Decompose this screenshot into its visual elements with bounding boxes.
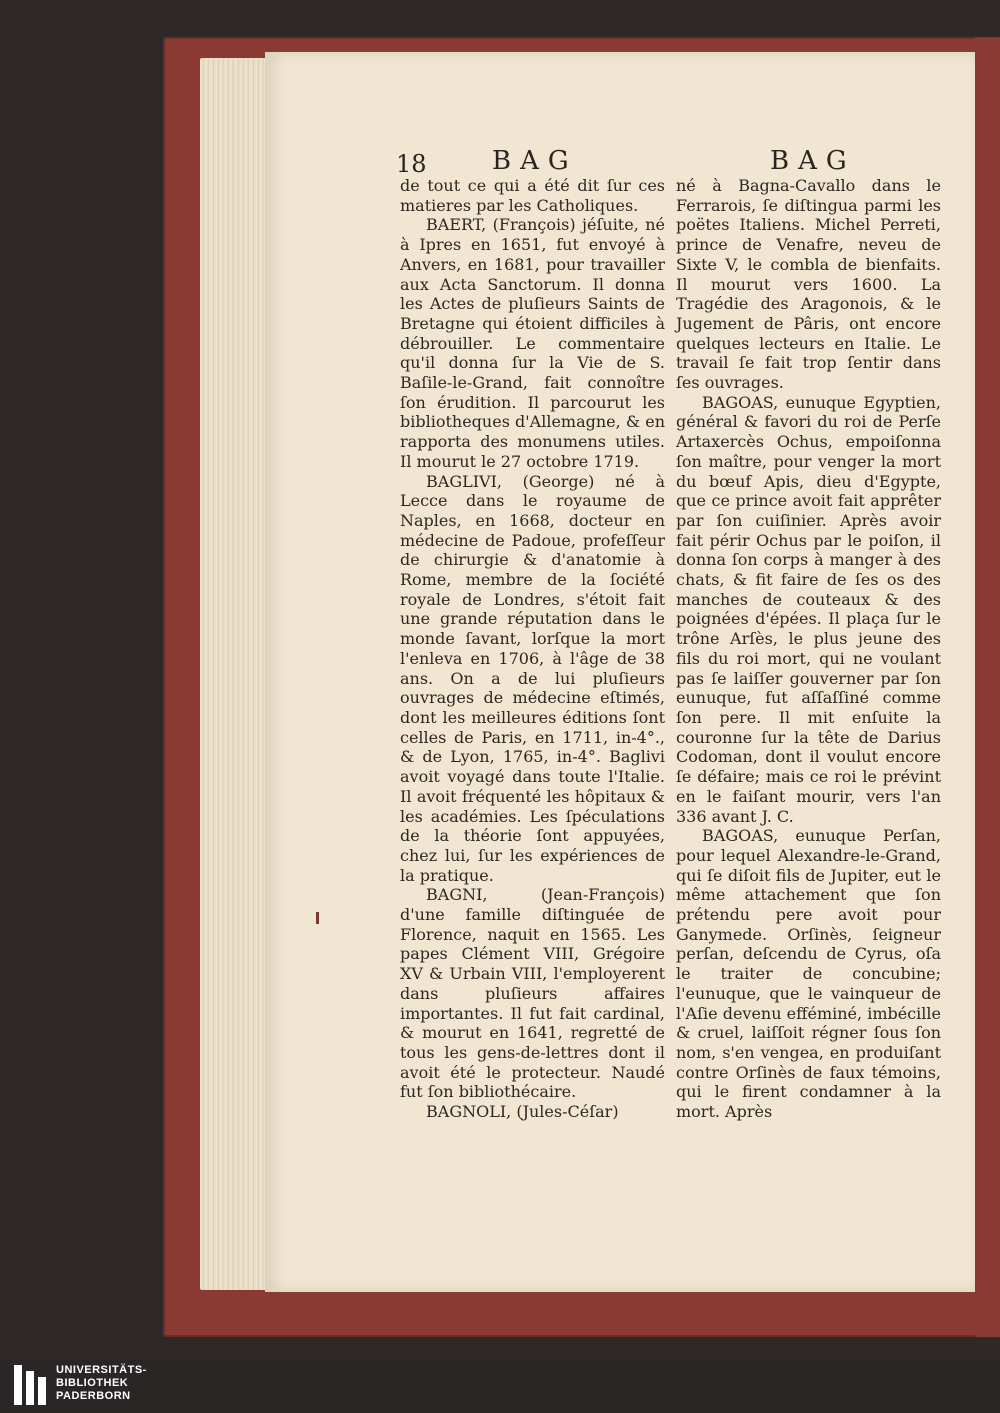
paragraph: né à Bagna-Cavallo dans le Ferrarois, ſe diſtingua parmi les poëtes Italiens. Michel Perreti, prince de Venafre, neveu de Sixte V, le combla de bienfaits. Il mourut vers 1600. La Tragédie des Aragonois, & le Jugement de Pâris, ont encore quelques lecteurs en Italie. Le travail ſe fait trop ſentir dans ſes ouvrages. xyxy=(676,176,941,393)
library-logo-icon xyxy=(12,1363,48,1407)
paragraph: BAGOAS, eunuque Egyptien, général & favori du roi de Perſe Artaxercès Ochus, empoiſonna ſon maître, pour venger la mort du bœuf Apis, dieu d'Egypte, que ce prince avoit fait apprêter par ſon cuiſinier. Après avoir fait périr Ochus par le poiſon, il donna ſon corps à manger à des chats, & fit faire de ſes os des manches de couteaux & des poignées d'épées. Il plaça ſur le trône Arſès, le plus jeune des fils du roi mort, qui ne voulant pas ſe laiſſer gouverner par ſon eunuque, fut aſſaſſiné comme ſon pere. Il mit enſuite la couronne ſur la tête de Darius Codoman, dont il voulut encore ſe défaire; mais ce roi le prévint en le faiſant mourir, vers l'an 336 avant J. C. xyxy=(676,392,941,826)
paragraph: BAGNOLI, (Jules-Céſar) xyxy=(426,1102,619,1122)
paragraph: BAERT, (François) jéſuite, né à Ipres en 1651, fut envoyé à Anvers, en 1681, pour travailler aux Acta Sanctorum. Il donna les Actes de pluſieurs Saints de Bretagne qui étoient difficiles à débrouiller. Le commentaire qu'il donna ſur la Vie de S. Baſile-le-Grand, fait connoître ſon érudition. Il parcourut les bibliotheques d'Allemagne, & en rapporta des monumens utiles. Il mourut le 27 octobre 1719. xyxy=(400,215,665,471)
paragraph: BAGLIVI, (George) né à Lecce dans le royaume de Naples, en 1668, docteur en médecine de Padoue, profeſſeur de chirurgie & d'anatomie à Rome, membre de la ſociété royale de Londres, s'étoit fait une grande réputation dans le monde ſavant, lorſque la mort l'enleva en 1706, à l'âge de 38 ans. On a de lui pluſieurs ouvrages de médecine eſtimés, dont les meilleures éditions ſont celles de Paris, en 1711, in-4°., & de Lyon, 1765, in-4°. Baglivi avoit voyagé dans toute l'Italie. Il avoit fréquenté les hôpitaux & les académies. Les ſpéculations de la théorie ſont appuyées, chez lui, ſur les expériences de la pratique. xyxy=(400,471,665,885)
running-head-left: BAG xyxy=(492,146,578,176)
logo-line: PADERBORN xyxy=(56,1390,131,1402)
left-column xyxy=(400,176,665,1122)
logo-line: BIBLIOTHEK xyxy=(56,1377,129,1389)
library-logo-text xyxy=(56,1364,147,1403)
running-head-right: BAG xyxy=(770,146,856,176)
page-edges xyxy=(200,58,270,1290)
margin-mark xyxy=(316,912,319,924)
paragraph: de tout ce qui a été dit ſur ces matieres par les Catholiques. xyxy=(400,176,665,215)
right-column xyxy=(676,176,941,1122)
paragraph: BAGOAS, eunuque Perſan, pour lequel Alexandre-le-Grand, qui ſe diſoit fils de Jupiter, eut le même attachement que ſon prétendu pere avoit pour Ganymede. Orſinès, ſeigneur perſan, deſcendu de Cyrus, oſa le traiter de concubine; l'eunuque, que le vainqueur de l'Aſie devenu efféminé, imbécille & cruel, laiſſoit régner ſous ſon nom, s'en vengea, en produiſant contre Orſinès de faux témoins, qui le firent condamner à la mort. Après xyxy=(676,826,941,1122)
footer-bar xyxy=(0,1360,1000,1413)
book-cover-edge xyxy=(975,37,1000,1337)
page-number: 18 xyxy=(396,150,427,178)
logo-line: UNIVERSITÄTS- xyxy=(56,1364,147,1376)
paragraph: BAGNI, (Jean-François) d'une famille diſtinguée de Florence, naquit en 1565. Les papes Clément VIII, Grégoire XV & Urbain VIII, l'employerent dans pluſieurs affaires importantes. Il fut fait cardinal, & mourut en 1641, regretté de tous les gens-de-lettres dont il avoit été le protecteur. Naudé fut ſon bibliothécaire. xyxy=(400,885,665,1102)
